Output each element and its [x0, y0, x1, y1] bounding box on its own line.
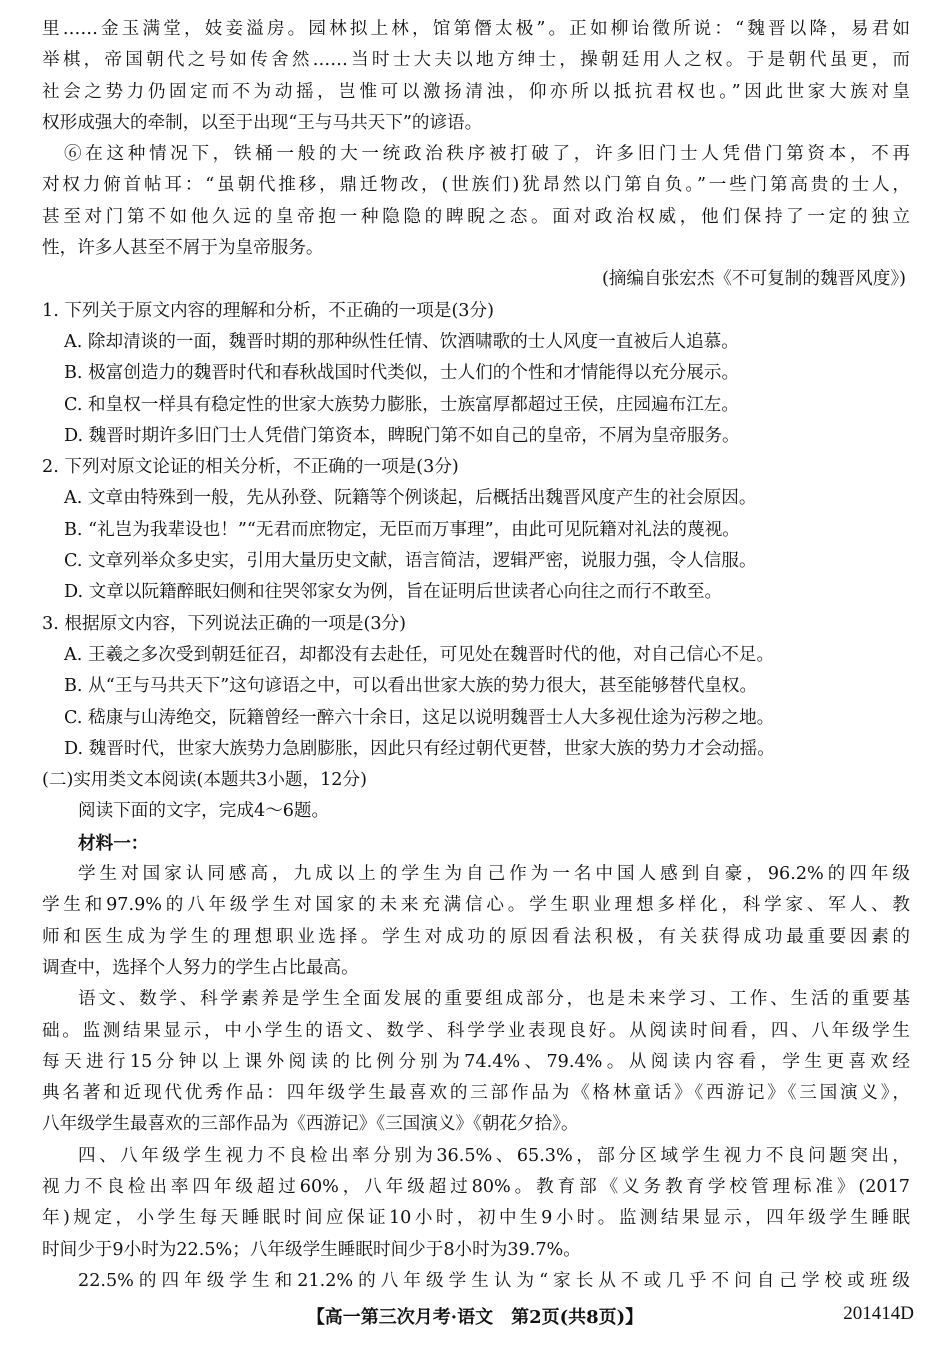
text-line: 性，许多人甚至不屑于为皇帝服务。	[42, 238, 324, 259]
text-line: D. 魏晋时期许多旧门士人凭借门第资本，睥睨门第不如自己的皇帝，不屑为皇帝服务。	[64, 425, 740, 446]
text-line: 22.5%的四年级学生和21.2%的八年级学生认为“家长从不或几乎不问自己学校或班级	[78, 1270, 910, 1291]
text-line: 师和医生成为学生的理想职业选择。学生对成功的原因看法积极，有关获得成功最重要因素的	[42, 926, 910, 947]
text-line: B. 从“王与马共天下”这句谚语之中，可以看出世家大族的势力很大，甚至能够替代皇权。	[64, 676, 758, 697]
text-line: 材料一：	[78, 832, 149, 854]
text-line: 甚至对门第不如他久远的皇帝抱一种隐隐的睥睨之态。面对政治权威，他们保持了一定的独立	[42, 206, 910, 227]
text-line: 年)规定，小学生每天睡眠时间应保证10小时，初中生9小时。监测结果显示，四年级学生睡眠	[42, 1208, 910, 1229]
footer-exam-code: 201414D	[843, 1303, 914, 1324]
footer-page-info: 【高一第三次月考·语文 第2页(共8页)】	[306, 1307, 644, 1328]
text-line: 对权力俯首帖耳：“虽朝代推移，鼎迁物改，(世族们)犹昂然以门第自负。”一些门第高贵的士人，	[42, 175, 910, 196]
text-line: 学生和97.9%的八年级学生对国家的未来充满信心。学生职业理想多样化，科学家、军人、教	[42, 895, 910, 916]
text-line: 1. 下列关于原文内容的理解和分析，不正确的一项是(3分)	[42, 300, 494, 321]
text-line: 3. 根据原文内容，下列说法正确的一项是(3分)	[42, 613, 406, 634]
text-line: 语文、数学、科学素养是学生全面发展的重要组成部分，也是未来学习、工作、生活的重要基	[78, 989, 910, 1010]
text-line: 权形成强大的牵制，以至于出现“王与马共天下”的谚语。	[42, 112, 483, 133]
text-line: (摘编自张宏杰《不可复制的魏晋风度》)	[601, 269, 906, 290]
text-line: 视力不良检出率四年级超过60%，八年级超过80%。教育部《义务教育学校管理标准》(2017	[42, 1176, 910, 1197]
text-line: 里……金玉满堂，妓妾溢房。园林拟上林，馆第僭太极”。正如柳诒徵所说：“魏晋以降，易君如	[42, 19, 910, 39]
text-line: B. “礼岂为我辈设也！”“无君而庶物定，无臣而万事理”，由此可见阮籍对礼法的蔑视。	[64, 519, 740, 540]
text-line: 调查中，选择个人努力的学生占比最高。	[42, 957, 359, 978]
page-footer	[0, 1303, 950, 1337]
text-line: C. 文章列举众多史实，引用大量历史文献，语言简洁，逻辑严密，说服力强，令人信服。	[64, 551, 757, 572]
text-line: 每天进行15分钟以上课外阅读的比例分别为74.4%、79.4%。从阅读内容看，学生更喜欢经	[42, 1051, 910, 1072]
text-line: 社会之势力仍固定而不为动摇，岂惟可以激扬清浊，仰亦所以抵抗君权也。”因此世家大族对皇	[42, 81, 910, 102]
text-line: B. 极富创造力的魏晋时代和春秋战国时代类似，士人们的个性和才情能得以充分展示。	[64, 363, 740, 384]
text-line: 八年级学生最喜欢的三部作品为《西游记》《三国演义》《朝花夕拾》。	[42, 1114, 579, 1135]
text-line: 础。监测结果显示，中小学生的语文、数学、科学学业表现良好。从阅读时间看，四、八年级学生	[42, 1020, 910, 1041]
text-line: 学生对国家认同感高，九成以上的学生为自己作为一名中国人感到自豪，96.2%的四年级	[78, 864, 910, 885]
text-line: (二)实用类文本阅读(本题共3小题，12分)	[42, 770, 367, 791]
text-line: A. 除却清谈的一面，魏晋时期的那种纵性任情、饮酒啸歌的士人风度一直被后人追慕。	[64, 331, 739, 352]
text-line: C. 嵇康与山涛绝交，阮籍曾经一醉六十余日，这足以说明魏晋士人大多视仕途为污秽之地。	[64, 707, 775, 728]
document-body	[42, 14, 910, 1297]
text-line: 2. 下列对原文论证的相关分析，不正确的一项是(3分)	[42, 457, 459, 478]
text-line: ⑥在这种情况下，铁桶一般的大一统政治秩序被打破了，许多旧门士人凭借门第资本，不再	[64, 144, 910, 165]
text-line: D. 魏晋时代，世家大族势力急剧膨胀，因此只有经过朝代更替，世家大族的势力才会动摇。	[64, 738, 775, 759]
text-line: D. 文章以阮籍醉眠妇侧和往哭邻家女为例，旨在证明后世读者心向往之而行不敢至。	[64, 582, 723, 603]
text-line: A. 王羲之多次受到朝廷征召，却都没有去赴任，可见处在魏晋时代的他，对自己信心不足。	[64, 644, 775, 665]
text-line: C. 和皇权一样具有稳定性的世家大族势力膨胀，士族富厚都超过王侯，庄园遍布江左。	[64, 394, 739, 415]
text-line: 典名著和近现代优秀作品：四年级学生最喜欢的三部作品为《格林童话》《西游记》《三国演义》，	[42, 1083, 910, 1104]
text-line: 四、八年级学生视力不良检出率分别为36.5%、65.3%，部分区域学生视力不良问题突出，	[78, 1145, 910, 1166]
text-line: 时间少于9小时为22.5%；八年级学生睡眠时间少于8小时为39.7%。	[42, 1239, 581, 1260]
text-line: 举棋，帝国朝代之号如传舍然……当时士大夫以地方绅士，操朝廷用人之权。于是朝代虽更，而	[42, 50, 910, 71]
text-line: 阅读下面的文字，完成4～6题。	[78, 801, 330, 822]
text-line: A. 文章由特殊到一般，先从孙登、阮籍等个例谈起，后概括出魏晋风度产生的社会原因。	[64, 488, 757, 509]
